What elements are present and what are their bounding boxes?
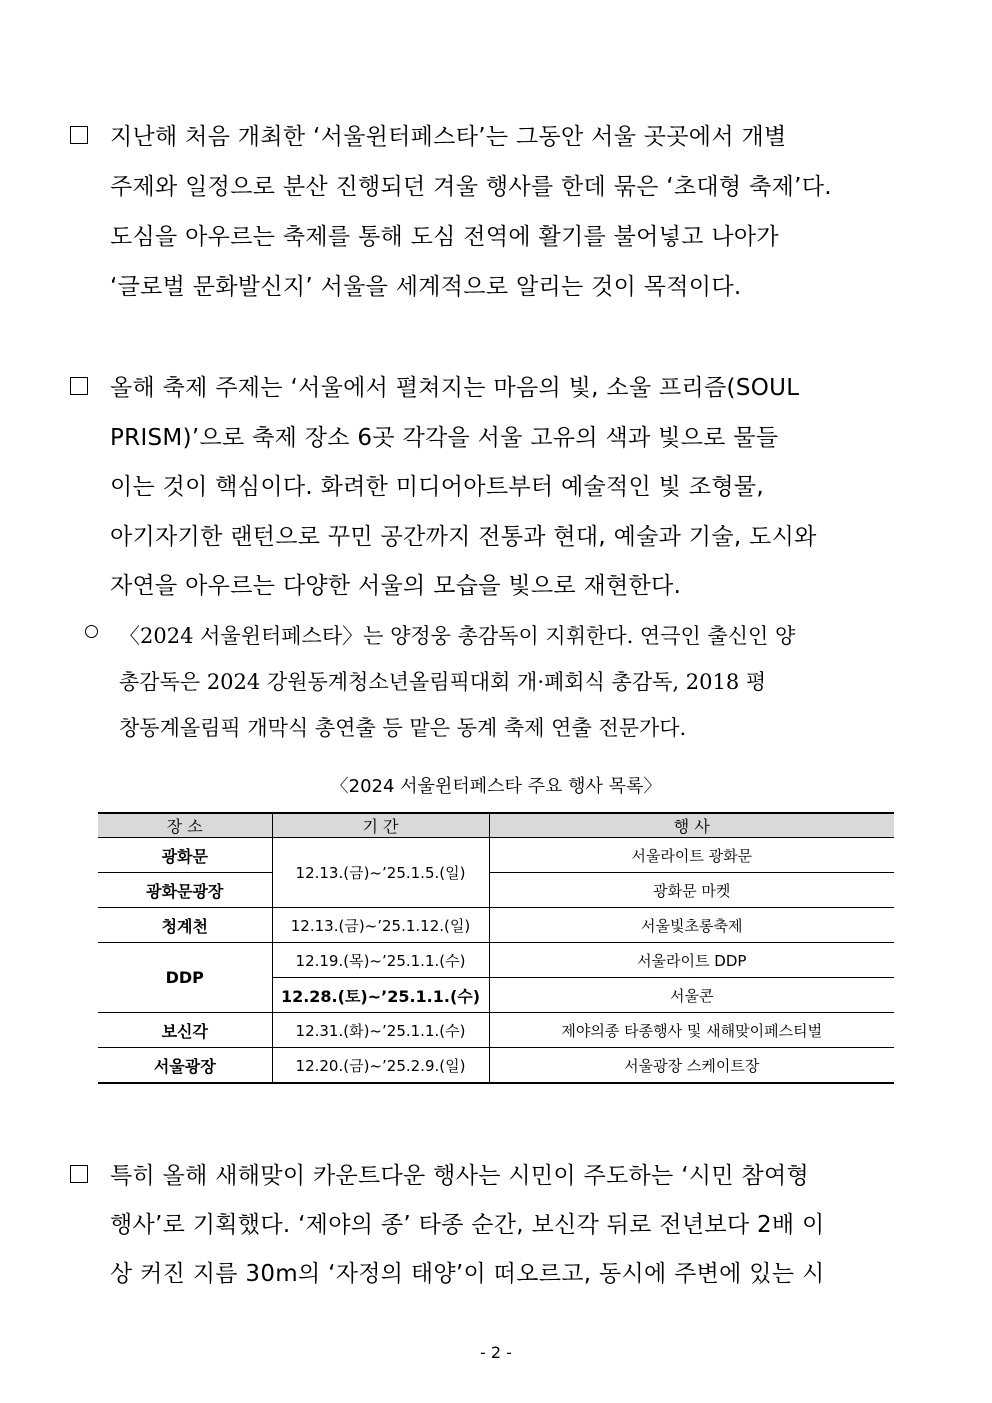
paragraph-line: PRISM)’으로 축제 장소 6곳 각각을 서울 고유의 색과 빛으로 물들	[110, 425, 779, 451]
cell-event: 서울광장 스케이트장	[489, 1048, 894, 1084]
paragraph-line: 행사’로 기획했다. ‘제야의 종’ 타종 순간, 보신각 뒤로 전년보다 2배 이	[110, 1212, 825, 1238]
header-event: 행 사	[489, 813, 894, 838]
header-period: 기 간	[272, 813, 489, 838]
table-row	[98, 1048, 894, 1084]
table-row	[98, 1013, 894, 1048]
cell-place: 청계천	[98, 908, 272, 943]
cell-place: 보신각	[98, 1013, 272, 1048]
paragraph-line: 상 커진 지름 30m의 ‘자정의 태양’이 떠오르고, 동시에 주변에 있는 시	[110, 1261, 825, 1287]
paragraph-line: 주제와 일정으로 분산 진행되던 겨울 행사를 한데 묶은 ‘초대형 축제’다.	[110, 174, 832, 200]
cell-period: 12.13.(금)~’25.1.5.(일)	[272, 838, 489, 908]
paragraph-line: 아기자기한 랜턴으로 꾸민 공간까지 전통과 현대, 예술과 기술, 도시와	[110, 524, 817, 550]
cell-period: 12.28.(토)~’25.1.1.(수)	[272, 978, 489, 1013]
cell-period: 12.13.(금)~’25.1.12.(일)	[272, 908, 489, 943]
sub-paragraph-line: 창동계올림픽 개막식 총연출 등 맡은 동계 축제 연출 전문가다.	[119, 716, 687, 740]
table-row	[98, 943, 894, 978]
cell-period: 12.20.(금)~’25.2.9.(일)	[272, 1048, 489, 1084]
circle-bullet-icon	[85, 625, 98, 638]
sub-paragraph-line: 총감독은 2024 강원동계청소년올림픽대회 개·폐회식 총감독, 2018 평	[119, 670, 767, 694]
table-row	[98, 873, 894, 908]
cell-event: 서울빛초롱축제	[489, 908, 894, 943]
event-table	[98, 812, 894, 1084]
table-row	[98, 838, 894, 873]
cell-event: 제야의종 타종행사 및 새해맞이페스티벌	[489, 1013, 894, 1048]
header-place: 장 소	[98, 813, 272, 838]
paragraph-line: 지난해 처음 개최한 ‘서울윈터페스타’는 그동안 서울 곳곳에서 개별	[110, 124, 787, 150]
cell-place: 광화문광장	[98, 873, 272, 908]
paragraph-line: 도심을 아우르는 축제를 통해 도심 전역에 활기를 불어넣고 나아가	[110, 224, 779, 250]
paragraph-line: 특히 올해 새해맞이 카운트다운 행사는 시민이 주도하는 ‘시민 참여형	[110, 1163, 810, 1189]
checkbox-bullet-icon	[70, 126, 88, 144]
table-header-row	[98, 813, 894, 838]
table-caption: 〈2024 서울윈터페스타 주요 행사 목록〉	[330, 776, 662, 797]
cell-event: 서울콘	[489, 978, 894, 1013]
paragraph-line: 올해 축제 주제는 ‘서울에서 펼쳐지는 마음의 빛, 소울 프리즘(SOUL	[110, 375, 800, 401]
paragraph-line: 자연을 아우르는 다양한 서울의 모습을 빛으로 재현한다.	[110, 573, 682, 599]
cell-period: 12.31.(화)~’25.1.1.(수)	[272, 1013, 489, 1048]
page-number: - 2 -	[480, 1343, 512, 1362]
cell-place: DDP	[98, 943, 272, 1013]
cell-event: 광화문 마켓	[489, 873, 894, 908]
paragraph-line: ‘글로벌 문화발신지’ 서울을 세계적으로 알리는 것이 목적이다.	[110, 274, 742, 300]
sub-paragraph-line: 〈2024 서울윈터페스타〉는 양정웅 총감독이 지휘한다. 연극인 출신인 양	[119, 624, 796, 648]
cell-period: 12.19.(목)~’25.1.1.(수)	[272, 943, 489, 978]
cell-place: 광화문	[98, 838, 272, 873]
checkbox-bullet-icon	[70, 377, 88, 395]
table-row	[98, 908, 894, 943]
paragraph-line: 이는 것이 핵심이다. 화려한 미디어아트부터 예술적인 빛 조형물,	[110, 474, 764, 500]
cell-event: 서울라이트 DDP	[489, 943, 894, 978]
cell-place: 서울광장	[98, 1048, 272, 1084]
checkbox-bullet-icon	[70, 1165, 88, 1183]
cell-event: 서울라이트 광화문	[489, 838, 894, 873]
